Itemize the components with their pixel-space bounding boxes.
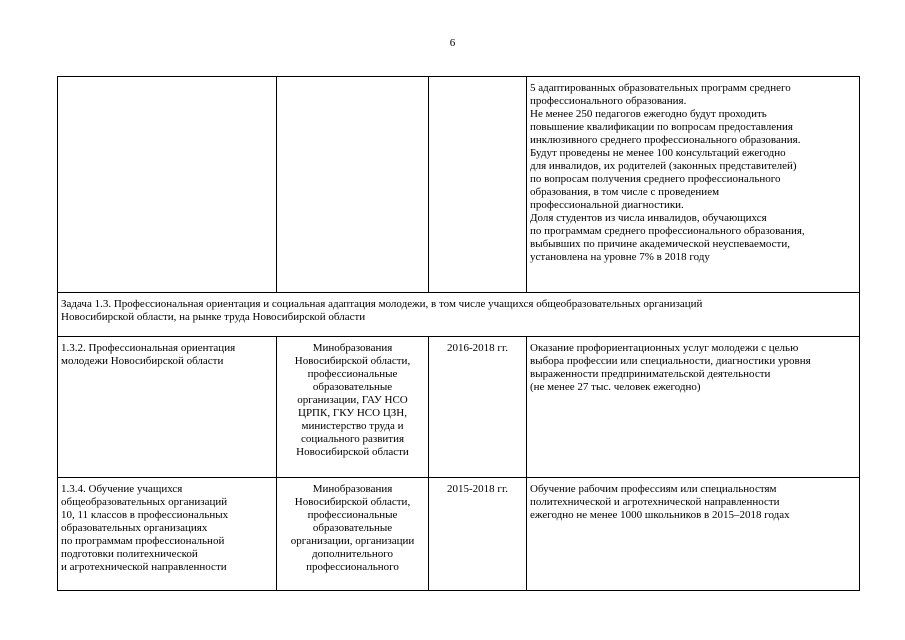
result-line: Обучение рабочим профессиям или специальностям [530,483,777,495]
executor-line: организации, организации [290,535,415,547]
activity-line: общеобразовательных организаций [61,496,228,508]
executor-line: Новосибирской области, [294,496,411,508]
executor-line: образовательные [312,522,393,534]
result-line: профессиональной диагностики. [530,199,684,211]
executor-line: Новосибирской области [296,446,409,458]
activity-cell [58,478,277,591]
page-number: 6 [449,37,456,49]
result-line: ежегодно не менее 1000 школьников в 2015–2018 годах [530,509,790,521]
result-cell [527,478,860,591]
activity-cell [58,77,277,293]
table-row-continued [58,77,860,293]
activity-cell [58,337,277,478]
result-line: выбывших по причине академической неуспеваемости, [530,238,791,250]
result-line: по программам среднего профессионального образования, [530,225,805,237]
result-line: образования, в том числе с проведением [530,186,720,198]
result-cell [527,337,860,478]
result-line: инклюзивного среднего профессионального образования. [530,134,801,146]
result-line: Оказание профориентационных услуг молодежи с целью [530,342,799,354]
table-row [58,478,860,591]
executor-line: ЦРПК, ГКУ НСО ЦЗН, [298,407,407,419]
executor-line: дополнительного [312,548,393,560]
activity-line: 10, 11 классов в профессиональных [61,509,229,521]
activity-line: и агротехнической направленности [61,561,227,573]
result-line: политехнической и агротехнической направленности [530,496,780,508]
period-cell: 2015-2018 гг. [429,478,527,591]
measures-table [57,76,860,591]
executor-line: министерство труда и [301,420,404,432]
result-line: профессионального образования. [530,95,687,107]
activity-line: 1.3.4. Обучение учащихся [61,483,183,495]
result-line: установлена на уровне 7% в 2018 году [530,251,710,263]
result-line: по вопросам получения среднего профессионального [530,173,781,185]
activity-line: 1.3.2. Профессиональная ориентация [61,342,236,354]
executor-line: образовательные [312,381,393,393]
period-cell: 2016-2018 гг. [429,337,527,478]
activity-line: образовательных организациях [61,522,208,534]
result-line: 5 адаптированных образовательных программ среднего [530,82,791,94]
task-line: Новосибирской области, на рынке труда Новосибирской области [61,311,366,323]
task-heading-row [58,293,860,337]
result-line: повышение квалификации по вопросам предоставления [530,121,793,133]
executor-line: Новосибирской области, [294,355,411,367]
activity-line: подготовки политехнической [61,548,198,560]
result-line: (не менее 27 тыс. человек ежегодно) [530,381,701,393]
executor-line: Минобразования [312,342,393,354]
result-line: для инвалидов, их родителей (законных представителей) [530,160,797,172]
executor-line: Минобразования [312,483,393,495]
executor-line: организации, ГАУ НСО [297,394,408,406]
task-heading [58,293,860,337]
result-cell [527,77,860,293]
executor-cell [277,77,429,293]
period-cell [429,77,527,293]
executor-cell [277,478,429,591]
executor-line: профессиональные [307,368,398,380]
table-row [58,337,860,478]
result-line: выраженности предпринимательской деятельности [530,368,771,380]
activity-line: по программам профессиональной [61,535,225,547]
task-line: Задача 1.3. Профессиональная ориентация и социальная адаптация молодежи, в том числе учащихся общеобразовательных организаций [61,298,703,310]
executor-cell [277,337,429,478]
result-line: выбора профессии или специальности, диагностики уровня [530,355,811,367]
result-line: Доля студентов из числа инвалидов, обучающихся [530,212,767,224]
result-line: Не менее 250 педагогов ежегодно будут проходить [530,108,767,120]
result-line: Будут проведены не менее 100 консультаций ежегодно [530,147,786,159]
executor-line: профессиональные [307,509,398,521]
activity-line: молодежи Новосибирской области [61,355,224,367]
executor-line: социального развития [300,433,405,445]
executor-line: профессионального [306,561,399,573]
